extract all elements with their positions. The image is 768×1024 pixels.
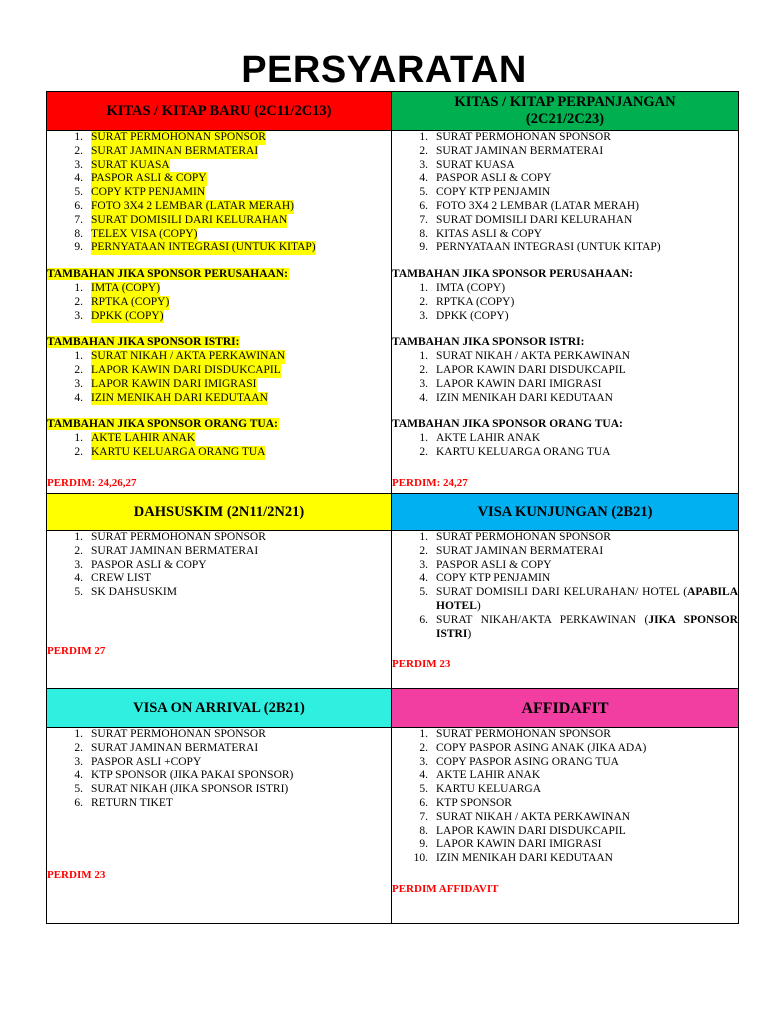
list-item: 1. AKTE LAHIR ANAK	[74, 432, 196, 445]
list-item: 6. KTP SPONSOR	[419, 796, 512, 809]
kitas-baru-sub1-title: TAMBAHAN JIKA SPONSOR PERUSAHAAN:	[47, 268, 288, 281]
kitas-perpanjangan-sub1-title: TAMBAHAN JIKA SPONSOR PERUSAHAAN:	[392, 268, 633, 281]
list-item: 2. KARTU KELUARGA ORANG TUA	[419, 445, 611, 458]
item-bold-text: JIKA SPONSOR ISTRI	[436, 613, 738, 640]
affidafit-header-text: AFFIDAFIT	[521, 699, 609, 717]
list-item: 4. PASPOR ASLI & COPY	[419, 172, 552, 185]
kitas-perpanjangan-sub3-list	[392, 432, 738, 460]
list-item: 1. SURAT PERMOHONAN SPONSOR	[419, 131, 611, 143]
list-item: 7. SURAT DOMISILI DARI KELURAHAN	[419, 213, 633, 226]
item-bold-text: APABILA HOTEL	[436, 586, 738, 612]
list-item: 3. SURAT KUASA	[419, 158, 515, 171]
kitas-baru-sub2-title: TAMBAHAN JIKA SPONSOR ISTRI:	[47, 336, 240, 349]
voa-list	[47, 728, 391, 811]
list-item: 2. SURAT JAMINAN BERMATERAI	[419, 144, 604, 157]
affidafit-header	[392, 689, 739, 728]
visa-kunjungan-body	[392, 531, 739, 689]
kitas-perpanjangan-sub1-list	[392, 282, 738, 323]
list-item: 2. SURAT JAMINAN BERMATERAI	[74, 544, 259, 557]
dahsuskim-list	[47, 531, 391, 600]
page-title: PERSYARATAN	[241, 49, 527, 91]
visa-kunjungan-perdim: PERDIM 23	[392, 658, 451, 671]
list-item: 3. PASPOR ASLI & COPY	[419, 558, 552, 571]
list-item: 2. SURAT JAMINAN BERMATERAI	[74, 144, 259, 157]
item-text: SURAT DOMISILI DARI KELURAHAN/ HOTEL (	[436, 586, 688, 599]
list-item: 5. SURAT DOMISILI DARI KELURAHAN/ HOTEL (APABILA HOTEL)	[419, 586, 738, 612]
list-item: 1. IMTA (COPY)	[74, 281, 161, 294]
list-item: 4. KTP SPONSOR (JIKA PAKAI SPONSOR)	[74, 769, 294, 782]
affidafit-list	[392, 728, 738, 866]
list-item: 3. DPKK (COPY)	[419, 309, 509, 322]
dahsuskim-perdim: PERDIM 27	[47, 644, 106, 657]
list-item: 2. SURAT JAMINAN BERMATERAI	[74, 741, 259, 754]
list-item: 5. COPY KTP PENJAMIN	[74, 186, 206, 199]
kitas-perpanjangan-sub3-title: TAMBAHAN JIKA SPONSOR ORANG TUA:	[392, 418, 623, 431]
affidafit-perdim: PERDIM AFFIDAVIT	[392, 882, 499, 895]
list-item: 6. RETURN TIKET	[74, 796, 173, 809]
list-item: 9. PERNYATAAN INTEGRASI (UNTUK KITAP)	[74, 241, 316, 254]
list-item: 3. LAPOR KAWIN DARI IMIGRASI	[419, 377, 602, 390]
list-item: 1. SURAT NIKAH / AKTA PERKAWINAN	[74, 350, 286, 363]
kitas-perpanjangan-header-line2: (2C21/2C23)	[525, 111, 605, 127]
kitas-perpanjangan-header	[392, 92, 739, 131]
list-item: 4. AKTE LAHIR ANAK	[419, 769, 541, 782]
kitas-perpanjangan-body	[392, 131, 739, 494]
list-item: 4. IZIN MENIKAH DARI KEDUTAAN	[419, 391, 613, 404]
visa-kunjungan-list	[392, 531, 738, 641]
list-item: 5. COPY KTP PENJAMIN	[419, 186, 551, 199]
list-item: 6. FOTO 3X4 2 LEMBAR (LATAR MERAH)	[419, 199, 639, 212]
item-text: SURAT NIKAH/AKTA PERKAWINAN (	[436, 613, 649, 626]
list-item: 6. SURAT NIKAH/AKTA PERKAWINAN (JIKA SPONSOR ISTRI)	[419, 613, 738, 640]
list-item: 9. LAPOR KAWIN DARI IMIGRASI	[419, 838, 602, 851]
list-item: 3. PASPOR ASLI & COPY	[74, 558, 207, 571]
list-item: 1. SURAT PERMOHONAN SPONSOR	[74, 531, 266, 543]
item-text-end: )	[467, 627, 472, 640]
list-item: 3. DPKK (COPY)	[74, 309, 164, 322]
dahsuskim-body	[47, 531, 392, 689]
requirements-table	[46, 91, 739, 924]
list-item: 1. SURAT PERMOHONAN SPONSOR	[419, 728, 611, 740]
list-item: 2. SURAT JAMINAN BERMATERAI	[419, 544, 604, 557]
list-item: 3. PASPOR ASLI +COPY	[74, 755, 202, 768]
list-item: 5. KARTU KELUARGA	[419, 783, 542, 796]
kitas-perpanjangan-perdim: PERDIM: 24,27	[392, 476, 468, 489]
list-item: 2. LAPOR KAWIN DARI DISDUKCAPIL	[419, 363, 626, 376]
list-item: 10. IZIN MENIKAH DARI KEDUTAAN	[413, 852, 613, 865]
list-item: 8. TELEX VISA (COPY)	[74, 227, 198, 240]
list-item: 3. COPY PASPOR ASING ORANG TUA	[419, 755, 619, 768]
list-item: 4. PASPOR ASLI & COPY	[74, 172, 207, 185]
item-text-end: )	[476, 599, 481, 612]
kitas-baru-body	[47, 131, 392, 494]
kitas-perpanjangan-list	[392, 131, 738, 255]
voa-header-text: VISA ON ARRIVAL (2B21)	[133, 699, 305, 716]
voa-header	[47, 689, 392, 728]
kitas-baru-sub3-title: TAMBAHAN JIKA SPONSOR ORANG TUA:	[47, 418, 278, 431]
voa-body	[47, 728, 392, 924]
visa-kunjungan-header-text: VISA KUNJUNGAN (2B21)	[477, 503, 653, 520]
affidafit-body	[392, 728, 739, 924]
list-item: 3. LAPOR KAWIN DARI IMIGRASI	[74, 377, 257, 390]
voa-perdim: PERDIM 23	[47, 868, 106, 881]
kitas-baru-header-text: KITAS / KITAP BARU (2C11/2C13)	[106, 102, 332, 119]
list-item: 1. SURAT PERMOHONAN SPONSOR	[419, 531, 611, 543]
list-item: 4. IZIN MENIKAH DARI KEDUTAAN	[74, 391, 268, 404]
list-item: 2. LAPOR KAWIN DARI DISDUKCAPIL	[74, 363, 281, 376]
list-item: 2. COPY PASPOR ASING ANAK (JIKA ADA)	[419, 741, 647, 754]
list-item: 7. SURAT DOMISILI DARI KELURAHAN	[74, 213, 288, 226]
list-item: 8. KITAS ASLI & COPY	[419, 227, 543, 240]
list-item: 9. PERNYATAAN INTEGRASI (UNTUK KITAP)	[419, 241, 661, 254]
list-item: 1. SURAT PERMOHONAN SPONSOR	[74, 728, 266, 740]
list-item: 4. COPY KTP PENJAMIN	[419, 572, 551, 585]
list-item: 6. FOTO 3X4 2 LEMBAR (LATAR MERAH)	[74, 199, 294, 212]
list-item: 2. RPTKA (COPY)	[419, 295, 515, 308]
kitas-baru-sub2-list	[47, 350, 391, 405]
kitas-baru-sub1-list	[47, 282, 391, 323]
visa-kunjungan-header	[392, 494, 739, 531]
list-item: 3. SURAT KUASA	[74, 158, 170, 171]
list-item: 4. CREW LIST	[74, 572, 152, 585]
kitas-baru-header	[47, 92, 392, 131]
list-item: 1. IMTA (COPY)	[419, 281, 506, 294]
kitas-baru-perdim: PERDIM: 24,26,27	[47, 476, 137, 489]
kitas-perpanjangan-sub2-title: TAMBAHAN JIKA SPONSOR ISTRI:	[392, 336, 585, 349]
list-item: 2. RPTKA (COPY)	[74, 295, 170, 308]
dahsuskim-header	[47, 494, 392, 531]
dahsuskim-header-text: DAHSUSKIM (2N11/2N21)	[133, 503, 305, 520]
list-item: 5. SURAT NIKAH (JIKA SPONSOR ISTRI)	[74, 783, 289, 796]
kitas-perpanjangan-sub2-list	[392, 350, 738, 405]
list-item: 7. SURAT NIKAH / AKTA PERKAWINAN	[419, 810, 631, 823]
list-item: 1. SURAT PERMOHONAN SPONSOR	[74, 131, 266, 143]
list-item: 1. AKTE LAHIR ANAK	[419, 432, 541, 445]
list-item: 5. SK DAHSUSKIM	[74, 586, 177, 599]
kitas-perpanjangan-header-line1: KITAS / KITAP PERPANJANGAN	[454, 94, 676, 110]
list-item: 8. LAPOR KAWIN DARI DISDUKCAPIL	[419, 824, 626, 837]
kitas-baru-list	[47, 131, 391, 255]
kitas-baru-sub3-list	[47, 432, 391, 460]
list-item: 1. SURAT NIKAH / AKTA PERKAWINAN	[419, 350, 631, 363]
list-item: 2. KARTU KELUARGA ORANG TUA	[74, 445, 266, 458]
